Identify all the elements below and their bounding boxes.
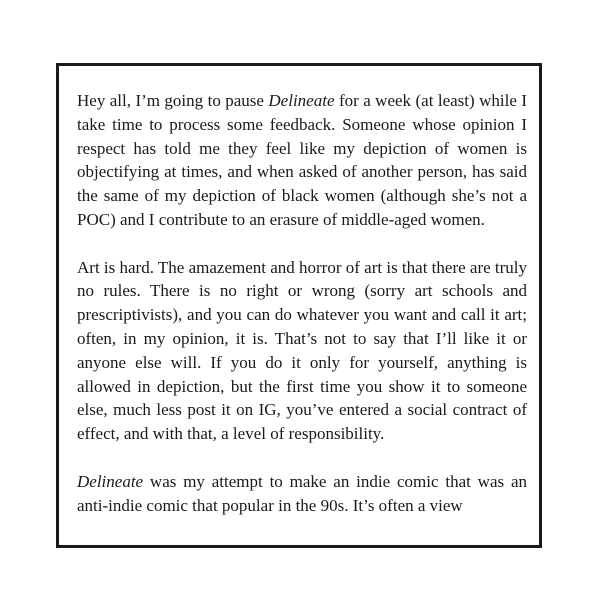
paragraph-1-rest: for a week (at least) while I take time to process some feedback. Someone whose opinion I respect has told me they feel like my depiction of women is objectifying at times, and when asked of another person, has said the same of my depiction of black women (although she’s not a POC) and I contribute to an erasure of middle-aged women.: [77, 91, 527, 229]
paragraph-2: [77, 256, 527, 446]
text-panel: [56, 63, 542, 548]
paragraph-3-rest: was my attempt to make an indie comic that was an anti-indie comic that popular in the 90s. It’s often a view: [77, 471, 527, 515]
comic-title-emphasis: Delineate: [268, 91, 335, 110]
paragraph-2-text: Art is hard. The amazement and horror of art is that there are truly no rules. There is no right or wrong (sorry art schools and prescriptivists), and you can do whatever you want and call it art; often, in my opinion, it is. That’s not to say that I’ll like it or anyone else will. If you do it only for yourself, anything is allowed in depiction, but the first time you show it to someone else, much less post it on IG, you’ve entered a social contract of effect, and with that, a level of responsibility.: [77, 257, 528, 444]
paragraph-3: [77, 470, 527, 518]
paragraph-1-lead: Hey all, I’m going to pause: [77, 91, 269, 110]
panel-body: [77, 89, 527, 541]
paragraph-1: [77, 89, 527, 232]
comic-title-emphasis: Delineate: [77, 471, 144, 491]
